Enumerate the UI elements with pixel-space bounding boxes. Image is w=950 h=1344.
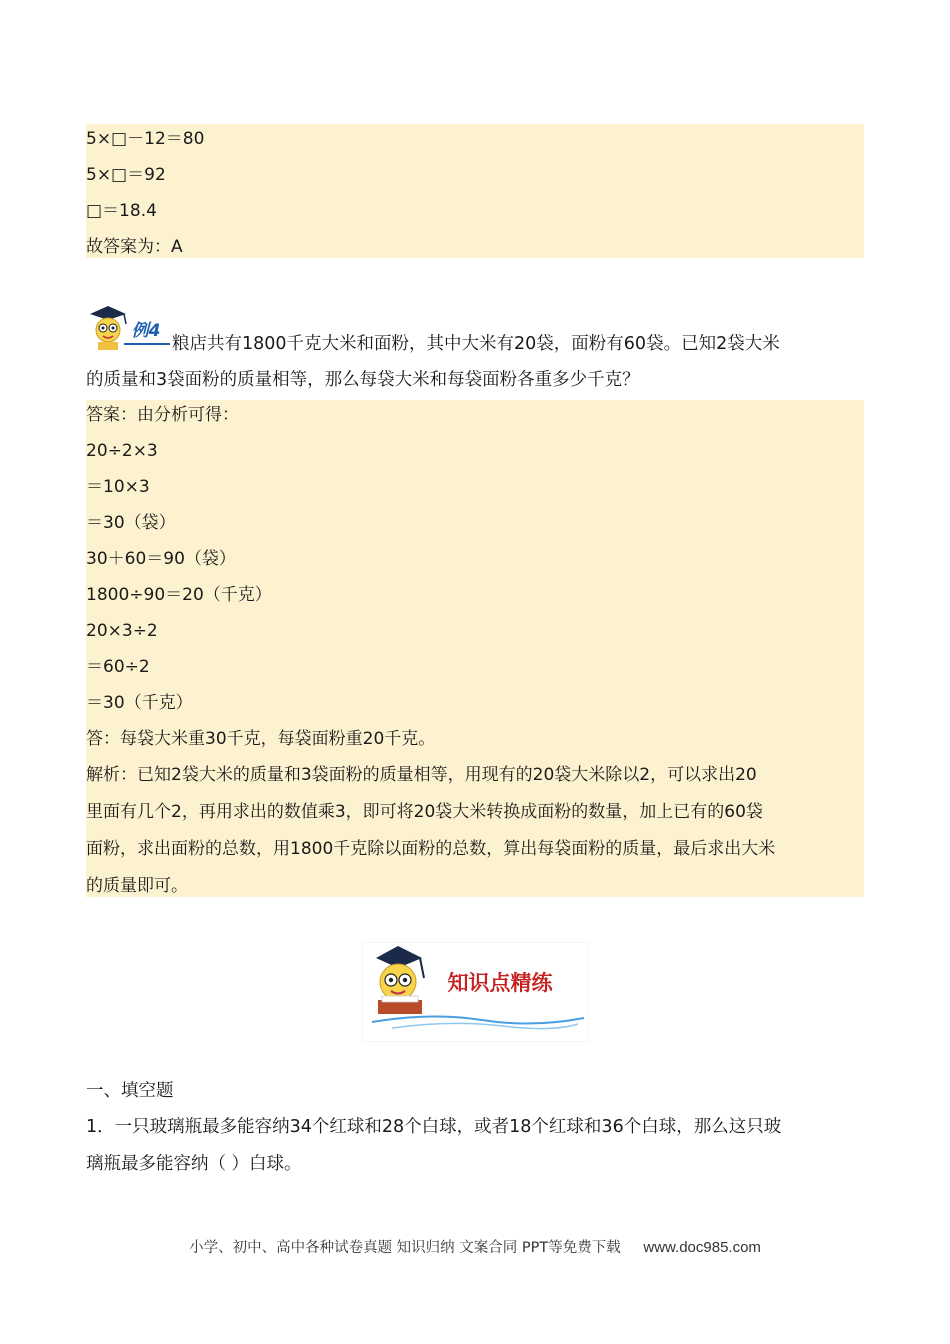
example-question-line: 的质量和3袋面粉的质量相等，那么每袋大米和每袋面粉各重多少千克？ (86, 370, 640, 390)
answer-line: 1800÷90＝20（千克） (86, 585, 272, 605)
prev-answer-line: 故答案为：A (86, 237, 183, 257)
answer-line: 30＋60＝90（袋） (86, 549, 236, 569)
banner-label: 知识点精练 (447, 971, 553, 995)
answer-line: 20×3÷2 (86, 621, 158, 641)
prev-answer-line: □＝18.4 (86, 201, 157, 221)
analysis-line: 解析：已知2袋大米的质量和3袋面粉的质量相等，用现有的20袋大米除以2，可以求出20 (86, 765, 757, 785)
knowledge-practice-banner (362, 942, 588, 1042)
prev-answer-line: 5×□－12＝80 (86, 129, 205, 149)
question-1-line: 1．一只玻璃瓶最多能容纳34个红球和28个白球，或者18个红球和36个白球，那么这只玻 (86, 1117, 782, 1137)
answer-line: ＝30（千克） (86, 693, 193, 713)
example-question-line: 粮店共有1800千克大米和面粉，其中大米有20袋，面粉有60袋。已知2袋大米 (172, 334, 780, 354)
section-title: 一、填空题 (86, 1081, 174, 1101)
analysis-line: 里面有几个2，再用求出的数值乘3，即可将20袋大米转换成面粉的数量，加上已有的60袋 (86, 802, 763, 822)
analysis-line: 的质量即可。 (86, 876, 188, 896)
prev-answer-line: 5×□＝92 (86, 165, 166, 185)
footer (0, 1236, 950, 1260)
answer-line: 答：每袋大米重30千克，每袋面粉重20千克。 (86, 729, 436, 749)
footer-text: 小学、初中、高中各种试卷真题 知识归纳 文案合同 PPT等免费下载 (189, 1240, 621, 1256)
answer-line: 答案：由分析可得： (86, 405, 239, 425)
analysis-line: 面粉，求出面粉的总数，用1800千克除以面粉的总数，算出每袋面粉的质量，最后求出大米 (86, 839, 776, 859)
question-1-line: 璃瓶最多能容纳（ ）白球。 (86, 1154, 302, 1174)
answer-line: ＝60÷2 (86, 657, 150, 677)
answer-line: ＝10×3 (86, 477, 150, 497)
answer-line: 20÷2×3 (86, 441, 158, 461)
example-tag-icon (86, 306, 172, 352)
answer-line: ＝30（袋） (86, 513, 176, 533)
footer-url[interactable]: www.doc985.com (643, 1239, 761, 1256)
example-tag-label: 例4 (131, 321, 161, 341)
